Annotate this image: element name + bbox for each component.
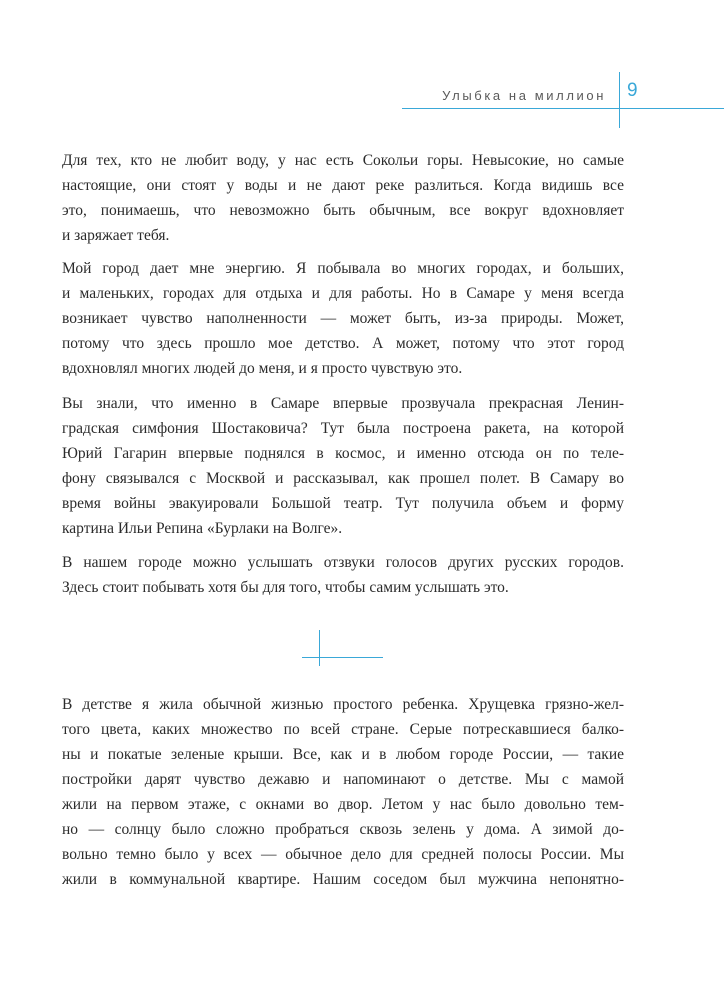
paragraph-2 (62, 256, 624, 381)
paragraph-line: градская симфония Шостаковича? Тут была построена ракета, на которой (62, 420, 624, 437)
paragraph-line: Юрий Гагарин впервые поднялся в космос, и именно отсюда он по теле- (62, 445, 624, 462)
paragraph-line: вдохновлял многих людей до меня, и я просто чувствую это. (62, 360, 463, 377)
paragraph-line: того цвета, каких множество по всей стране. Серые потрескавшиеся балко- (62, 721, 624, 738)
header-vertical-rule (619, 72, 620, 128)
paragraph-line: и заряжает тебя. (62, 227, 170, 244)
paragraph-line: возникает чувство наполненности — может быть, из-за природы. Может, (62, 310, 624, 327)
paragraph-line: это, понимаешь, что невозможно быть обычным, все вокруг вдохновляет (62, 202, 624, 219)
paragraph-line: Мой город дает мне энергию. Я побывала во многих городах, и больших, (62, 260, 624, 277)
paragraph-1 (62, 148, 624, 248)
paragraph-line: В детстве я жила обычной жизнью простого ребенка. Хрущевка грязно-жел- (62, 696, 624, 713)
paragraph-line: Вы знали, что именно в Самаре впервые прозвучала прекрасная Ленин- (62, 395, 624, 412)
paragraph-5 (62, 692, 624, 892)
paragraph-line: время войны эвакуировали Большой театр. Тут получила объем и форму (62, 495, 624, 512)
section-divider-horizontal (302, 657, 383, 658)
paragraph-line: ны и покатые зеленые крыши. Все, как и в любом городе России, — такие (62, 746, 624, 763)
section-divider-vertical (319, 630, 320, 666)
paragraph-line: настоящие, они стоят у воды и не дают реке разлиться. Когда видишь все (62, 177, 624, 194)
header-horizontal-rule (402, 108, 724, 109)
paragraph-line: постройки дарят чувство дежавю и напоминают о детстве. Мы с мамой (62, 771, 624, 788)
running-title: Улыбка на миллион (442, 88, 606, 103)
paragraph-line: фону связывался с Москвой и рассказывал, как прошел полет. В Самару во (62, 470, 624, 487)
paragraph-line: В нашем городе можно услышать отзвуки голосов других русских городов. (62, 554, 624, 571)
paragraph-line: вольно темно было у всех — обычное дело для средней полосы России. Мы (62, 846, 624, 863)
page-number: 9 (627, 80, 638, 101)
paragraph-line: жили в коммунальной квартире. Нашим соседом был мужчина непонятно- (62, 871, 624, 888)
paragraph-line: но — солнцу было сложно пробраться сквозь зелень у дома. А зимой до- (62, 821, 624, 838)
paragraph-line: картина Ильи Репина «Бурлаки на Волге». (62, 520, 343, 537)
paragraph-line: Для тех, кто не любит воду, у нас есть Сокольи горы. Невысокие, но самые (62, 152, 624, 169)
paragraph-3 (62, 391, 624, 541)
paragraph-line: и маленьких, городах для отдыха и для работы. Но в Самаре у меня всегда (62, 285, 624, 302)
paragraph-line: Здесь стоит побывать хотя бы для того, чтобы самим услышать это. (62, 579, 509, 596)
paragraph-line: жили на первом этаже, с окнами во двор. Летом у нас было довольно тем- (62, 796, 624, 813)
paragraph-4 (62, 550, 624, 600)
paragraph-line: потому что здесь прошло мое детство. А может, потому что этот город (62, 335, 624, 352)
